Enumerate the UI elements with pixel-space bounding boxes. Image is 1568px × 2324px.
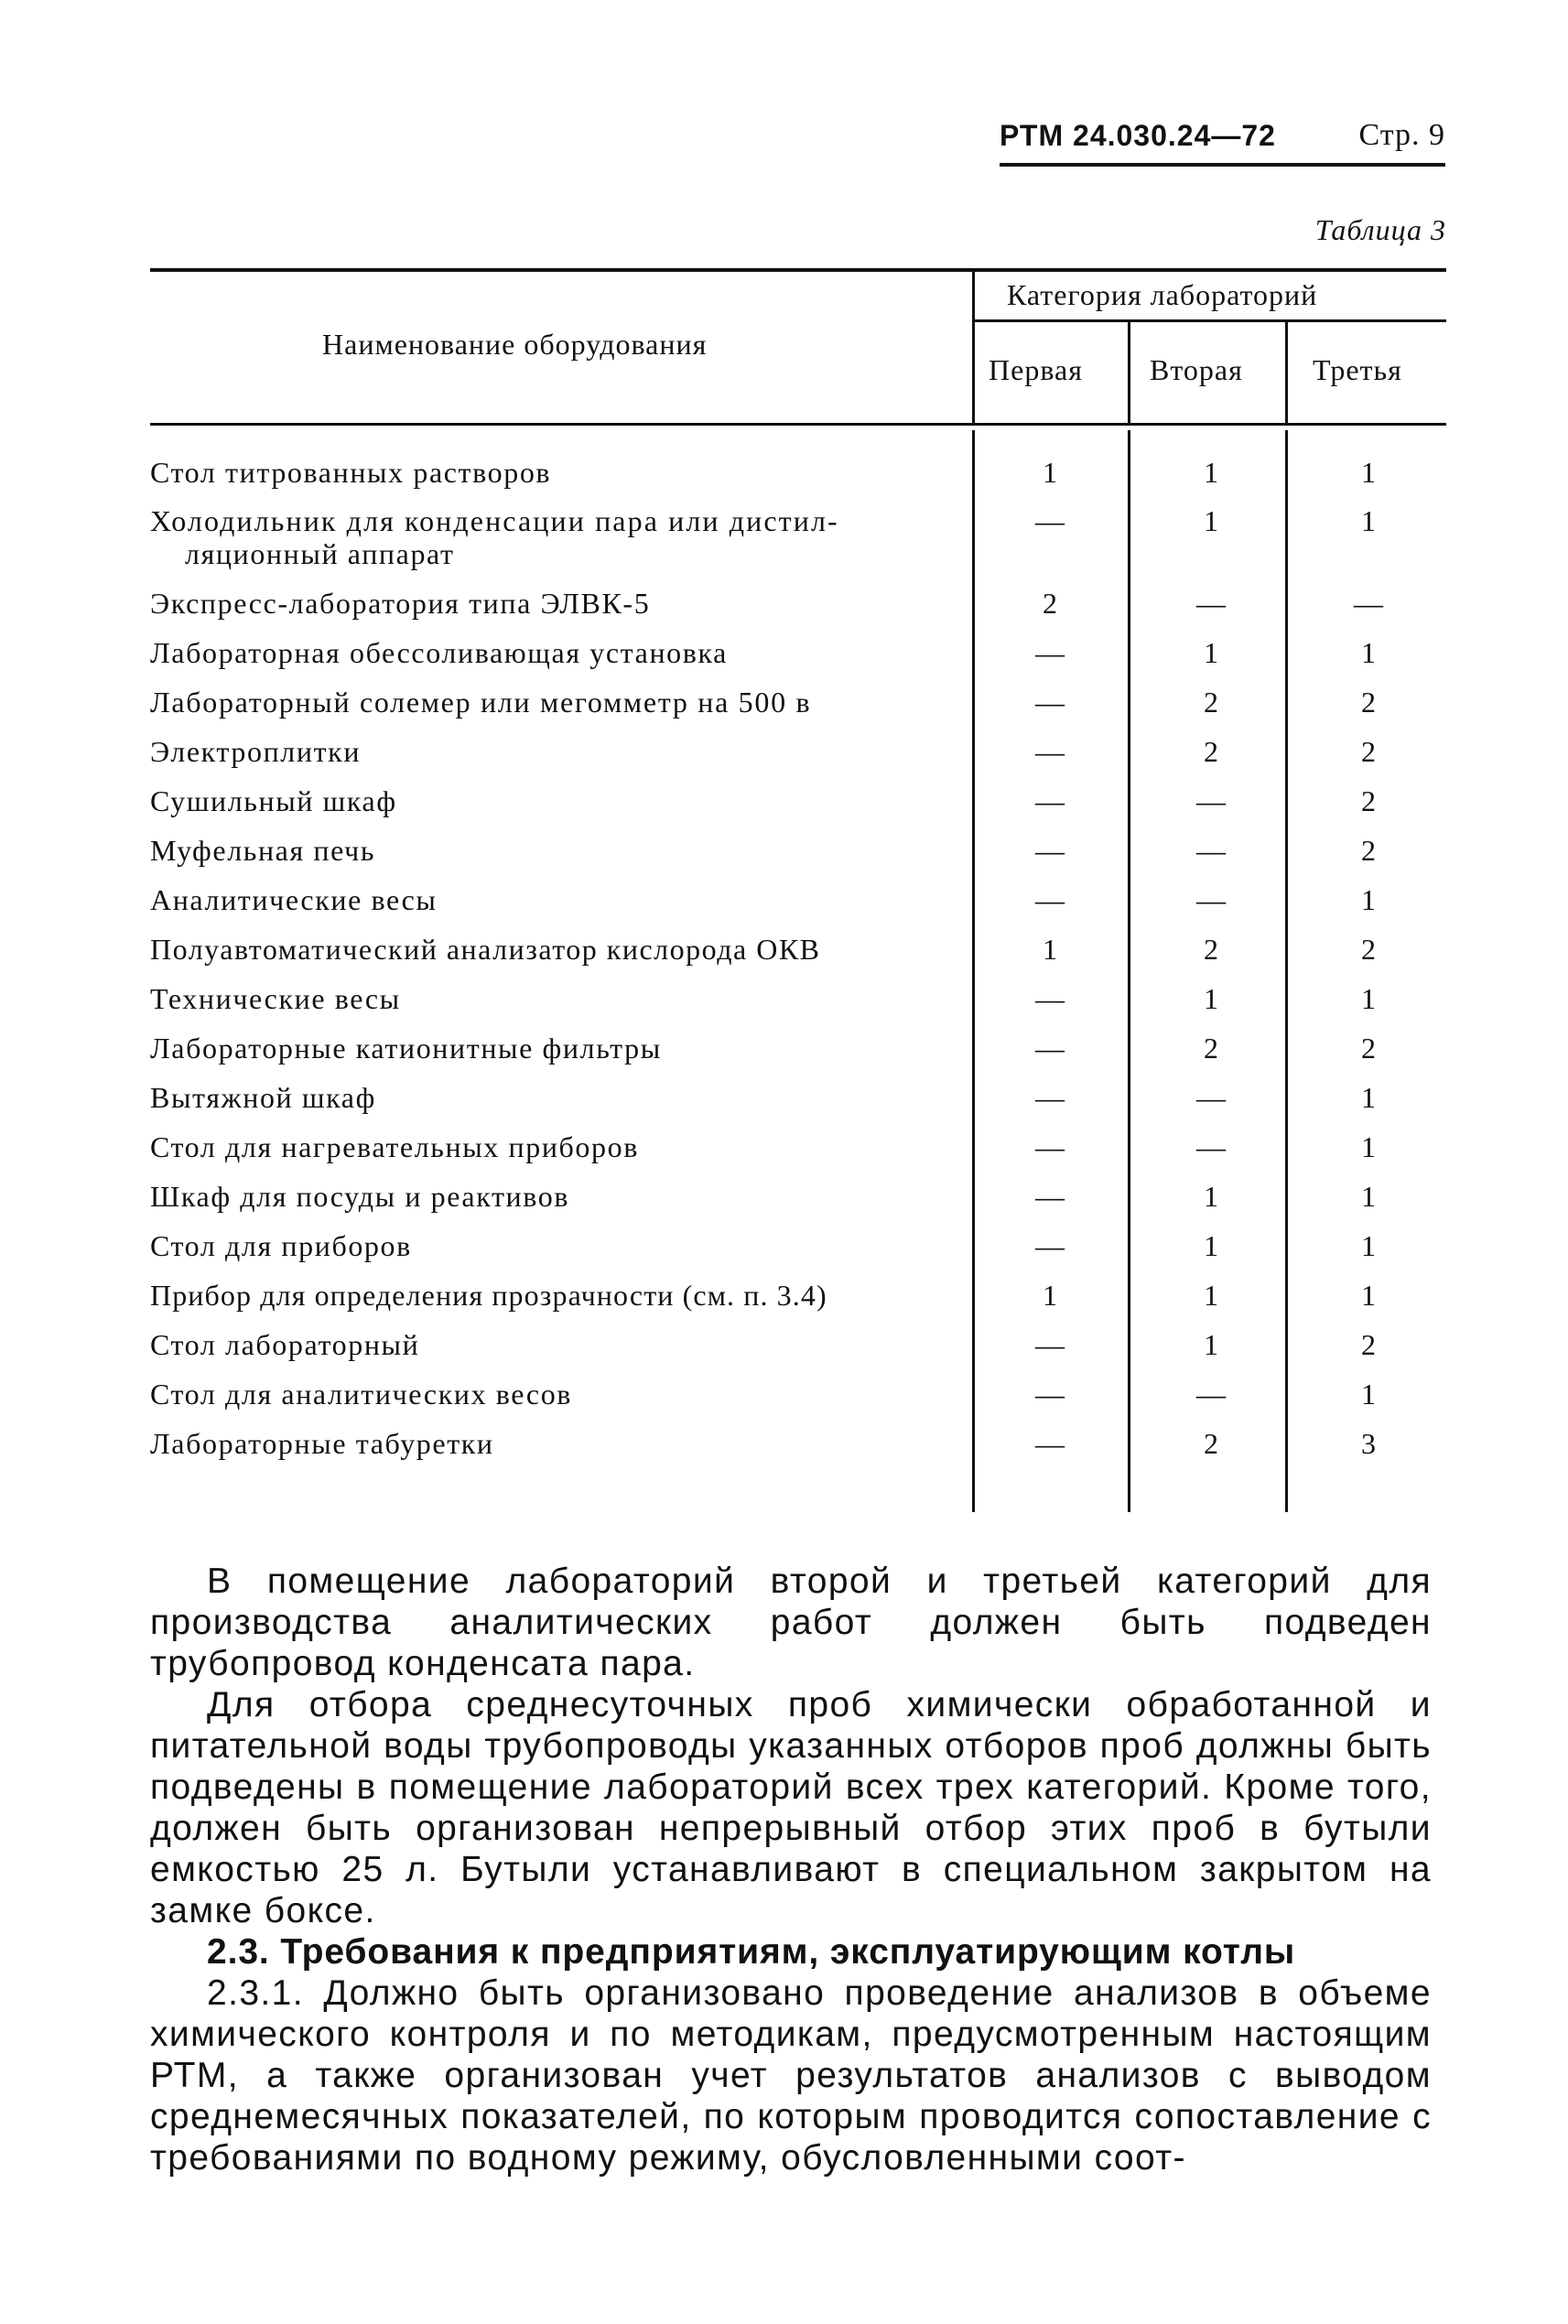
equipment-name: Сушильный шкаф (150, 784, 397, 817)
equipment-name-line: ляционный аппарат (185, 537, 455, 570)
equipment-name: Прибор для определения прозрачности (см. п. 3.4) (150, 1279, 827, 1312)
document-code: РТМ 24.030.24—72 (1000, 118, 1276, 152)
cell-first: 2 (1043, 587, 1057, 620)
page-header (1000, 108, 1445, 167)
equipment-name: Аналитические весы (150, 883, 438, 916)
cell-second: 2 (1204, 933, 1218, 966)
cell-first: 1 (1043, 1279, 1057, 1312)
cell-third: 1 (1361, 1378, 1376, 1411)
cell-first: — (1035, 1180, 1065, 1213)
cell-second: 1 (1204, 982, 1218, 1015)
column-header-third: Третья (1313, 353, 1402, 386)
cell-second: 1 (1204, 456, 1218, 489)
cell-third: 1 (1361, 982, 1376, 1015)
equipment-name (150, 504, 956, 570)
cell-second: — (1196, 587, 1226, 620)
equipment-name: Стол титрованных растворов (150, 456, 552, 489)
cell-second: 2 (1204, 1427, 1218, 1460)
cell-third: 2 (1361, 686, 1376, 719)
equipment-name: Муфельная печь (150, 834, 376, 867)
column-header-name: Наименование оборудования (322, 328, 708, 361)
page-number: Стр. 9 (1358, 118, 1445, 152)
cell-first: — (1035, 636, 1065, 669)
cell-second: 2 (1204, 1032, 1218, 1065)
cell-third: 2 (1361, 735, 1376, 768)
cell-first: — (1035, 883, 1065, 916)
equipment-name: Шкаф для посуды и реактивов (150, 1180, 570, 1213)
paragraph-2: Для отбора среднесуточных проб химически обработанной и питательной воды трубопроводы указанных отборов проб должны быть подведены в помещение лабораторий всех трех категорий. Кроме того, должен быть организован непрерывный отбор этих проб в бутыли емкостью 25 л. Бутыли устанавливают в специальном закрытом на замке боксе. (150, 1685, 1432, 1930)
section-heading: 2.3. Требования к предприятиям, эксплуатирующим котлы (207, 1932, 1296, 1972)
table-label: Таблица 3 (1314, 213, 1446, 246)
equipment-name: Экспресс-лаборатория типа ЭЛВК-5 (150, 587, 651, 620)
cell-first: — (1035, 1378, 1065, 1411)
cell-second: 1 (1204, 1328, 1218, 1361)
equipment-name: Вытяжной шкаф (150, 1081, 376, 1114)
cell-third: 1 (1361, 1130, 1376, 1163)
equipment-name: Электроплитки (150, 735, 362, 768)
table-top-rule (150, 268, 1446, 272)
cell-third: 1 (1361, 1279, 1376, 1312)
equipment-name: Полуавтоматический анализатор кислорода ОКВ (150, 933, 821, 966)
cell-third: 2 (1361, 784, 1376, 817)
cell-first: — (1035, 982, 1065, 1015)
cell-second: — (1196, 1378, 1226, 1411)
cell-second: 1 (1204, 1180, 1218, 1213)
cell-second: — (1196, 1081, 1226, 1114)
cell-first: — (1035, 784, 1065, 817)
cell-third: 3 (1361, 1427, 1376, 1460)
equipment-name: Стол для нагревательных приборов (150, 1130, 639, 1163)
cell-first: — (1035, 1229, 1065, 1262)
column-divider-2-body (1128, 430, 1130, 1512)
cell-third: 2 (1361, 933, 1376, 966)
column-header-second: Вторая (1150, 353, 1243, 386)
column-header-first: Первая (989, 353, 1083, 386)
cell-third: 2 (1361, 834, 1376, 867)
cell-second: — (1196, 1130, 1226, 1163)
cell-second: 2 (1204, 735, 1218, 768)
cell-third: — (1354, 587, 1383, 620)
cell-third: 2 (1361, 1328, 1376, 1361)
paragraph-1: В помещение лабораторий второй и третьей категорий для производства аналитических работ должен быть подведен трубопровод конденсата пара. (150, 1562, 1432, 1683)
column-divider-3 (1285, 322, 1288, 426)
group-header-rule (974, 319, 1446, 322)
equipment-name: Лабораторные табуретки (150, 1427, 494, 1460)
cell-third: 1 (1361, 883, 1376, 916)
cell-second: 1 (1204, 1229, 1218, 1262)
equipment-name: Стол для аналитических весов (150, 1378, 573, 1411)
equipment-name: Лабораторные катионитные фильтры (150, 1032, 662, 1065)
cell-first: — (1035, 1328, 1065, 1361)
cell-third: 1 (1361, 1180, 1376, 1213)
cell-third: 2 (1361, 1032, 1376, 1065)
cell-third: 1 (1361, 456, 1376, 489)
cell-first: 1 (1043, 456, 1057, 489)
column-divider-1-body (972, 430, 975, 1512)
cell-second: — (1196, 883, 1226, 916)
cell-first: — (1035, 834, 1065, 867)
column-divider-3-body (1285, 430, 1288, 1512)
table-header-rule (150, 423, 1446, 426)
column-divider-2 (1128, 322, 1130, 426)
cell-first: — (1035, 1032, 1065, 1065)
equipment-name-line: Холодильник для конденсации пара или дистил- (150, 504, 839, 537)
equipment-name: Лабораторная обессоливающая установка (150, 636, 728, 669)
cell-first: — (1035, 735, 1065, 768)
cell-first: — (1035, 1081, 1065, 1114)
column-divider-1 (972, 272, 975, 426)
cell-third: 1 (1361, 636, 1376, 669)
equipment-name: Лабораторный солемер или мегомметр на 500 в (150, 686, 812, 719)
cell-second: — (1196, 784, 1226, 817)
group-header: Категория лабораторий (1007, 278, 1318, 311)
cell-second: 2 (1204, 686, 1218, 719)
paragraph-3: 2.3.1. Должно быть организовано проведение анализов в объеме химического контроля и по методикам, предусмотренным настоящим РТМ, а также организован учет результатов анализов с выводом среднемесячных показателей, по которым проводится сопоставление с требованиями по водному режиму, обусловленными соот- (150, 1973, 1432, 2178)
equipment-name: Стол для приборов (150, 1229, 412, 1262)
equipment-name: Стол лабораторный (150, 1328, 420, 1361)
body-text (150, 1561, 1432, 2178)
cell-first: — (1035, 504, 1065, 537)
equipment-name: Технические весы (150, 982, 401, 1015)
cell-first: — (1035, 686, 1065, 719)
cell-third: 1 (1361, 1081, 1376, 1114)
cell-first: — (1035, 1427, 1065, 1460)
cell-first: 1 (1043, 933, 1057, 966)
cell-second: 1 (1204, 1279, 1218, 1312)
cell-third: 1 (1361, 504, 1376, 537)
cell-second: 1 (1204, 504, 1218, 537)
cell-second: — (1196, 834, 1226, 867)
cell-first: — (1035, 1130, 1065, 1163)
cell-second: 1 (1204, 636, 1218, 669)
cell-third: 1 (1361, 1229, 1376, 1262)
